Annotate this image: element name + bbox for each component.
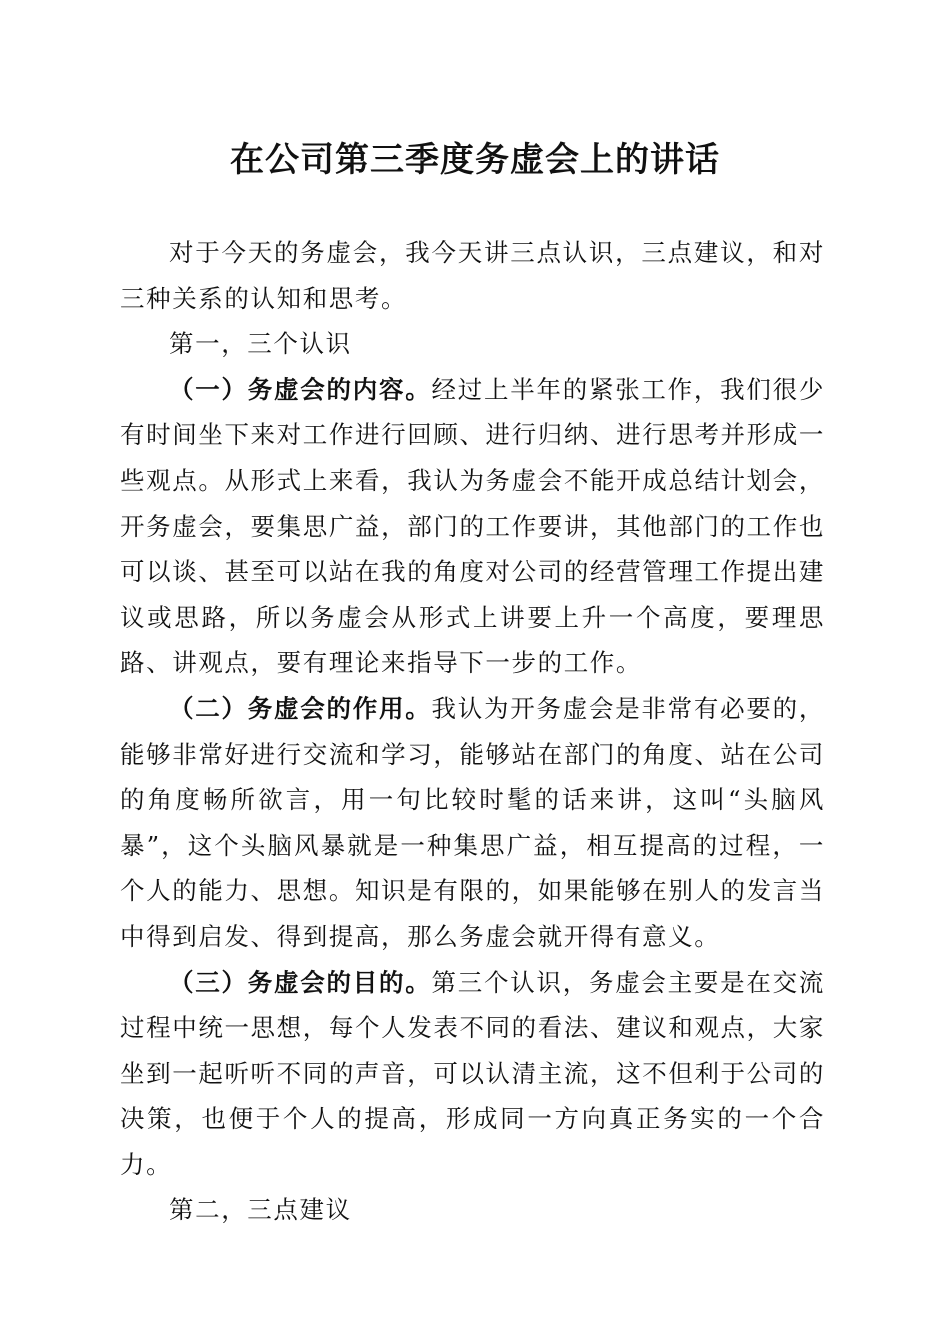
section-heading-1: 第一，三个认识 [169, 329, 352, 359]
paragraph-lead: （二）务虚会的作用。 [169, 693, 432, 723]
paragraph-text: 经过上半年的紧张工作，我们很少有时间坐下来对工作进行回顾、进行归纳、进行思考并形成一些观点。从形式上来看，我认为务虚会不能开成总结计划会，开务虚会，要集思广益，部门的工作要讲，其他部门的工作也可以谈、甚至可以站在我的角度对公司的经营管理工作提出建议或思路，所以务虚会从形式上讲要上升一个高度，要理思路、讲观点，要有理论来指导下一步的工作。 [120, 374, 826, 678]
paragraph-lead: （一）务虚会的内容。 [169, 374, 432, 404]
section-heading-2: 第二，三点建议 [169, 1195, 352, 1225]
document-body [120, 230, 825, 1233]
paragraph-text: 第三个认识，务虚会主要是在交流过程中统一思想，每个人发表不同的看法、建议和观点，大家坐到一起听听不同的声音，可以认清主流，这不但利于公司的决策，也便于个人的提高，形成同一方向真正务实的一个合力。 [120, 967, 826, 1179]
paragraph-item-1 [120, 367, 825, 686]
paragraph-text: 我认为开务虚会是非常有必要的，能够非常好进行交流和学习，能够站在部门的角度、站在公司的角度畅所欲言，用一句比较时髦的话来讲，这叫“头脑风暴”，这个头脑风暴就是一种集思广益，相互提高的过程，一个人的能力、思想。知识是有限的，如果能够在别人的发言当中得到启发、得到提高，那么务虚会就开得有意义。 [120, 693, 826, 951]
intro-paragraph: 对于今天的务虚会，我今天讲三点认识，三点建议，和对三种关系的认知和思考。 [120, 238, 825, 313]
document-title: 在公司第三季度务虚会上的讲话 [230, 140, 720, 180]
paragraph-lead: （三）务虚会的目的。 [169, 967, 432, 997]
paragraph-item-2 [120, 686, 825, 960]
paragraph-item-3 [120, 960, 825, 1188]
